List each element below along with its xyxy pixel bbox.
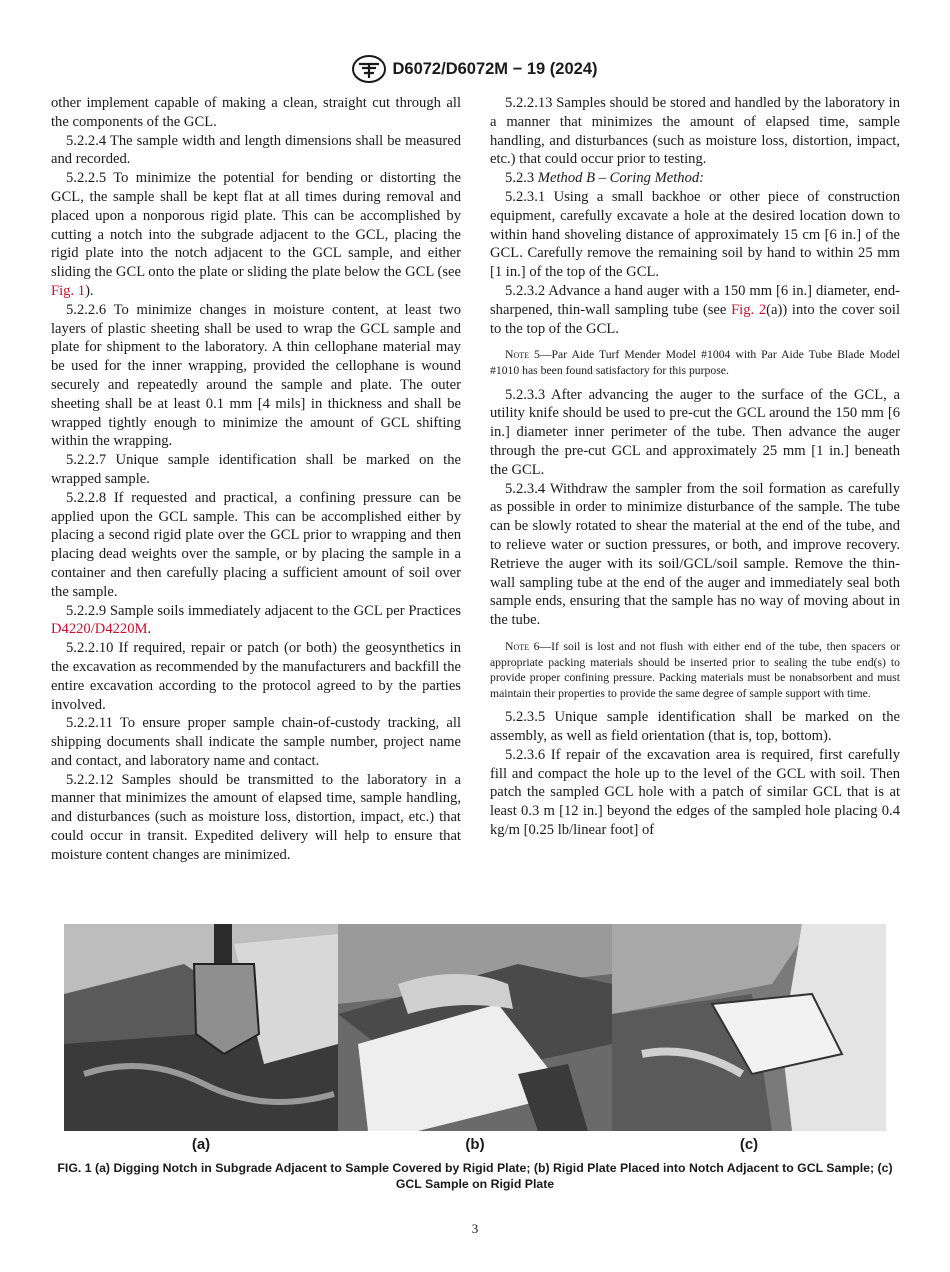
d4220-link[interactable]: D4220/D4220M	[51, 621, 148, 638]
note-6	[490, 639, 900, 701]
paragraph: 5.2.2.10 If required, repair or patch (or both) the geosynthetics in the excavation as recommended by the manufacturers and backfill the entire excavation according to the protocol agreed to by the parties involved.	[51, 640, 461, 713]
figure-1	[64, 924, 886, 1131]
paragraph-text: 5.2.3.2 Advance a hand auger with a 150 mm [6 in.] diameter, end-sharpened, thin-wall sampling tube (see	[490, 282, 900, 318]
photo-b-rigid-plate-in-notch	[338, 924, 612, 1131]
document-designation: D6072/D6072M − 19 (2024)	[392, 59, 598, 78]
paragraph: 5.2.2.12 Samples should be transmitted to the laboratory in a manner that minimizes the amount of elapsed time, sample handling, and disturbances (such as moisture loss, distortion, impact, etc.) that could occur in transit. Expedited delivery will help to ensure that moisture content changes are minimized.	[51, 771, 461, 863]
paragraph	[490, 282, 900, 338]
paragraph-text: 5.2.2.9 Sample soils immediately adjacent to the GCL per Practices	[66, 602, 461, 619]
section-title: Method B – Coring Method:	[537, 170, 705, 187]
paragraph: 5.2.3.4 Withdraw the sampler from the soil formation as carefully as possible in order to minimize disturbance of the sample. The tube can be slowly rotated to shear the material at the end of the tube, and to relieve water or suction pressures, or both, and improve recovery. Retrieve the auger with its soil/GCL/soil sample. Remove the thin-wall sampling tube at the end of the auger and immediately seal both sample ends, ensuring that the sample has no way of moving about in the tube.	[490, 480, 900, 629]
photo-a-digging-notch	[64, 924, 338, 1131]
paragraph-text: .	[147, 621, 152, 638]
fig-1-link[interactable]: Fig. 1	[51, 282, 86, 299]
paragraph: 5.2.2.4 The sample width and length dimensions shall be measured and recorded.	[51, 132, 461, 168]
figure-caption: FIG. 1 (a) Digging Notch in Subgrade Adjacent to Sample Covered by Rigid Plate; (b) Rigid Plate Placed into Notch Adjacent to GCL Sample; (c) GCL Sample on Rigid Plate	[57, 1161, 893, 1191]
panel-label-b: (b)	[465, 1136, 485, 1153]
panel-label-c: (c)	[739, 1136, 759, 1153]
right-column	[490, 94, 900, 840]
paragraph	[51, 169, 461, 301]
panel-label-a: (a)	[191, 1136, 211, 1153]
figure-panel-labels	[64, 1136, 886, 1153]
note-label: Note 6	[505, 639, 540, 653]
paragraph: 5.2.2.6 To minimize changes in moisture content, at least two layers of plastic sheeting shall be used to wrap the GCL sample and plate for shipment to the laboratory. A thin cellophane material may be used for the inner wrapping, provided the cellophane is wound securely and repeatedly around the sample and plate. The outer sheeting shall be at least 0.1 mm [4 mils] in thickness and shall be wrapped tightly enough to minimize the amount of GCL shifting within the wrapping.	[51, 301, 461, 450]
note-label: Note 5	[505, 348, 540, 362]
section-number: 5.2.3	[505, 170, 538, 187]
paragraph: 5.2.2.13 Samples should be stored and handled by the laboratory in a manner that minimizes the amount of elapsed time, sample handling, and disturbances (such as moisture loss, distortion, impact, etc.) that could occur prior to testing.	[490, 95, 900, 168]
paragraph: 5.2.3.1 Using a small backhoe or other piece of construction equipment, carefully excavate a hole at the desired location down to within hand shoveling distance of approximately 15 cm [6 in.] of the GCL. Carefully remove the remaining soil by hand to within 25 mm [1 in.] of the top of the GCL.	[490, 188, 900, 281]
paragraph: 5.2.2.8 If requested and practical, a confining pressure can be applied upon the GCL sample. This can be accomplished either by placing a second rigid plate over the GCL prior to wrapping and then placing dead weights over the sample, or by placing the sample in a container and then carefully placing a sufficient amount of soil over the sample.	[51, 489, 461, 600]
paragraph: other implement capable of making a clean, straight cut through all the components of the GCL.	[51, 95, 461, 130]
paragraph-text: ).	[85, 282, 94, 299]
paragraph: 5.2.3.5 Unique sample identification shall be marked on the assembly, as well as field orientation (that is, top, bottom).	[490, 709, 900, 745]
paragraph-text: (a)) into the cover soil to the top of the GCL.	[490, 301, 900, 337]
astm-logo-icon	[352, 55, 386, 83]
note-text: —Par Aide Turf Mender Model #1004 with Par Aide Tube Blade Model #1010 has been found satisfactory for this purpose.	[490, 348, 900, 377]
fig-2-link[interactable]: Fig. 2	[731, 301, 767, 318]
note-text: —If soil is lost and not flush with either end of the tube, then spacers or appropriate packing materials should be inserted prior to sealing the tube end(s) to provide proper confining pressure. Packing materials must be nonabsorbent and must maintain their properties to provide the same degree of sample support with time.	[490, 639, 900, 700]
section-heading	[490, 169, 900, 188]
page-number: 3	[471, 1221, 479, 1236]
note-5	[490, 347, 900, 378]
photo-c-gcl-sample-on-plate	[612, 924, 886, 1131]
paragraph	[51, 602, 461, 640]
page-header	[0, 54, 950, 84]
paragraph: 5.2.3.6 If repair of the excavation area is required, first carefully fill and compact the hole up to the level of the GCL with soil. Then patch the sampled GCL hole with a patch of similar GCL that is at least 0.3 m [12 in.] beyond the edges of the sampled hole placing 0.4 kg/m [0.25 lb/linear foot] of	[490, 746, 900, 839]
left-column	[51, 94, 461, 865]
paragraph-text: 5.2.2.5 To minimize the potential for bending or distorting the GCL, the sample shall be kept flat at all times during removal and placed upon a nonporous rigid plate. This can be accomplished by cutting a notch into the subgrade adjacent to the GCL, placing the rigid plate into the notch adjacent to the GCL sample, and either sliding the GCL onto the plate or sliding the plate below the GCL (see	[51, 170, 461, 281]
paragraph: 5.2.2.7 Unique sample identification shall be marked on the wrapped sample.	[51, 452, 461, 487]
paragraph: 5.2.2.11 To ensure proper sample chain-of-custody tracking, all shipping documents shall indicate the sample number, project name and contact, and laboratory name and contact.	[51, 715, 461, 769]
paragraph: 5.2.3.3 After advancing the auger to the surface of the GCL, a utility knife should be used to pre-cut the GCL around the 150 mm [6 in.] diameter inner perimeter of the tube. Then advance the auger through the pre-cut GCL and approximately 25 mm [1 in.] beneath the GCL.	[490, 386, 900, 478]
